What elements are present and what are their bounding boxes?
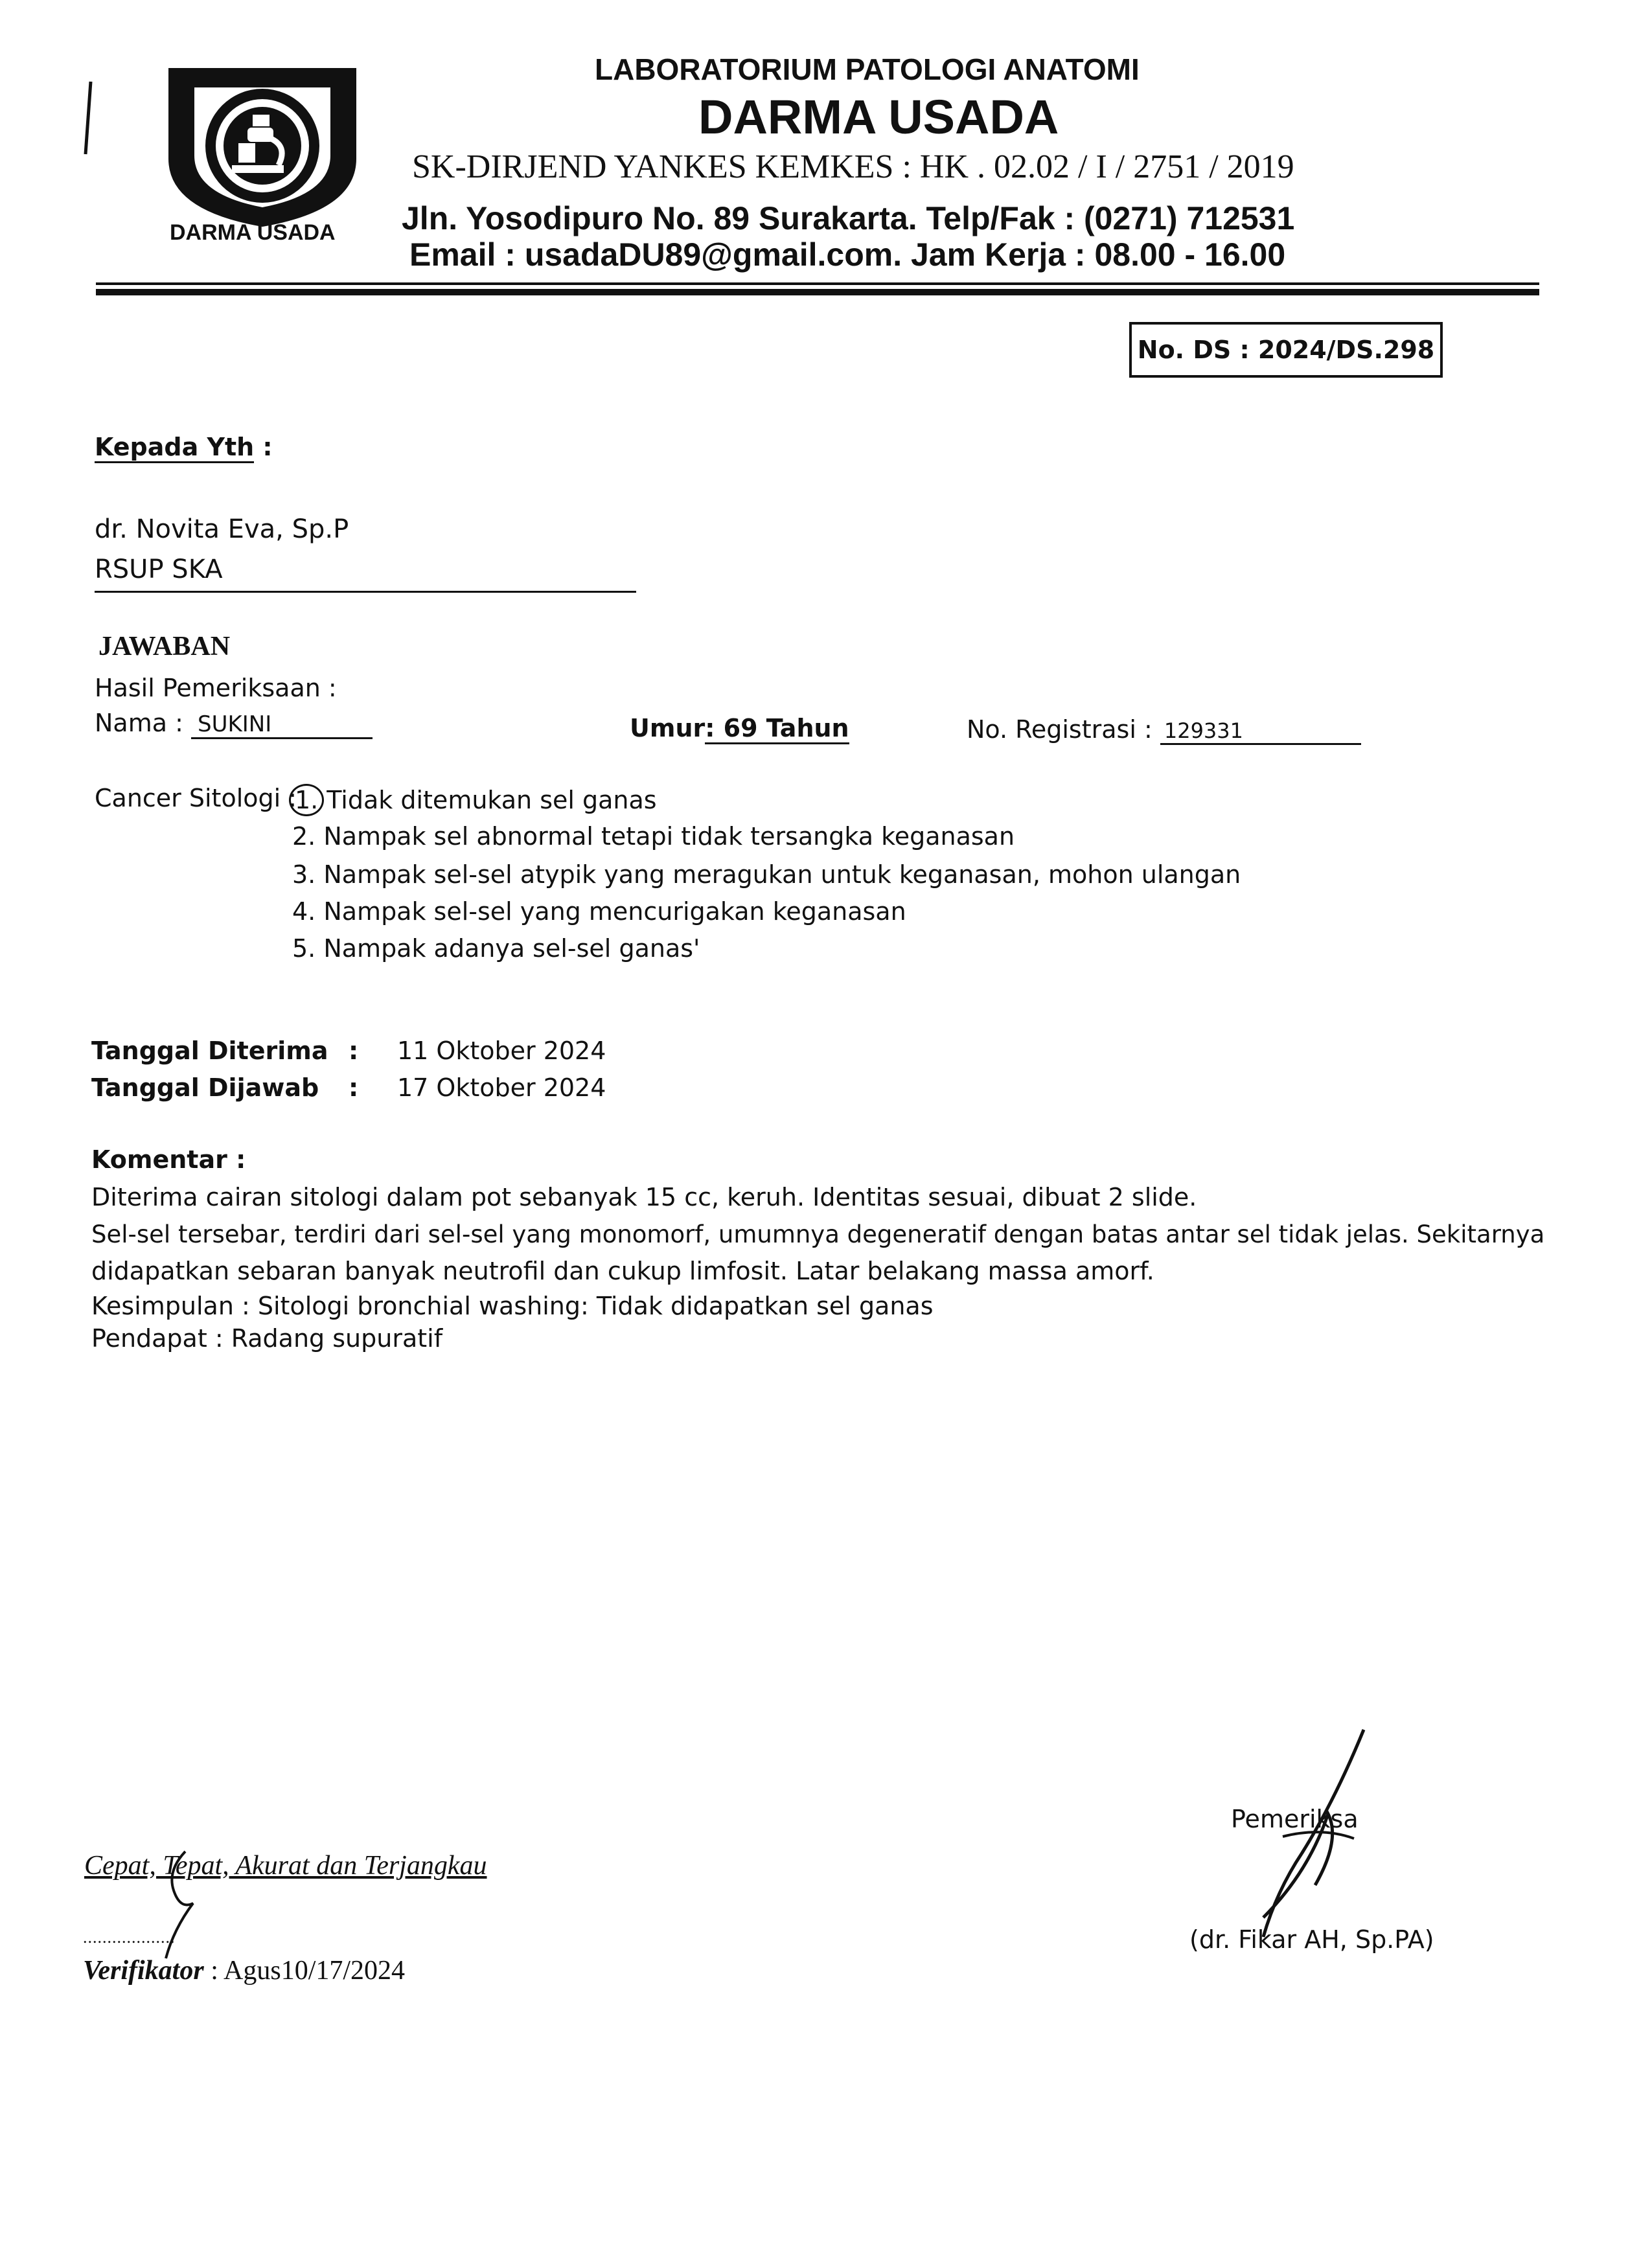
patient-age-label: Umur xyxy=(630,714,706,742)
document-number-box xyxy=(1129,322,1443,378)
comment-line-3: didapatkan sebaran banyak neutrofil dan cukup limfosit. Latar belakang massa amorf. xyxy=(91,1257,1154,1285)
comment-line-5: Pendapat : Radang supuratif xyxy=(91,1324,443,1353)
org-name: DARMA USADA xyxy=(698,90,1059,144)
license-number: SK-DIRJEND YANKES KEMKES : HK . 02.02 / I / 2751 / 2019 xyxy=(412,148,1294,185)
registration-field xyxy=(967,715,1361,745)
cytology-option-3: 3. Nampak sel-sel atypik yang meragukan untuk keganasan, mohon ulangan xyxy=(292,860,1241,889)
patient-name-label: Nama : xyxy=(95,709,191,737)
verifier-date: : Agus10/17/2024 xyxy=(203,1956,406,1986)
comment-line-1: Diterima cairan sitologi dalam pot sebanyak 15 cc, keruh. Identitas sesuai, dibuat 2 slide. xyxy=(91,1183,1197,1211)
cytology-option-1-number-circled: 1. xyxy=(289,784,324,816)
received-date-separator: : xyxy=(349,1037,359,1065)
comment-heading: Komentar : xyxy=(91,1145,246,1174)
comment-line-4: Kesimpulan : Sitologi bronchial washing: Tidak didapatkan sel ganas xyxy=(91,1292,934,1320)
verifier-label: Verifikator xyxy=(83,1956,204,1986)
results-label: Hasil Pemeriksaan : xyxy=(95,674,337,702)
cytology-option-1-text: Tidak ditemukan sel ganas xyxy=(327,786,657,814)
received-date-value: 11 Oktober 2024 xyxy=(397,1037,606,1065)
salutation-colon: : xyxy=(254,433,273,461)
recipient-institution: RSUP SKA xyxy=(95,555,223,584)
patient-age-field xyxy=(630,714,849,742)
examiner-signature xyxy=(1224,1723,1380,1950)
salutation-label: Kepada Yth xyxy=(95,433,254,463)
answered-date-separator: : xyxy=(349,1073,359,1102)
address-line: Jln. Yosodipuro No. 89 Surakarta. Telp/Fak : (0271) 712531 xyxy=(402,200,1295,236)
comment-line-2: Sel-sel tersebar, terdiri dari sel-sel yang monomorf, umumnya degeneratif dengan batas antar sel tidak jelas. Sekitarnya xyxy=(91,1220,1545,1248)
verifier-dots: ................... xyxy=(83,1928,176,1947)
cytology-label: Cancer Sitologi : xyxy=(95,784,297,812)
lab-title: LABORATORIUM PATOLOGI ANATOMI xyxy=(595,52,1140,86)
motto: Cepat, Tepat, Akurat dan Terjangkau xyxy=(84,1851,487,1881)
recipient-name: dr. Novita Eva, Sp.P xyxy=(95,514,349,544)
answer-heading: JAWABAN xyxy=(98,632,231,661)
scan-mark xyxy=(82,79,95,157)
examiner-name: (dr. Fikar AH, Sp.PA) xyxy=(1189,1925,1434,1954)
patient-age-value: : 69 Tahun xyxy=(705,714,849,744)
microscope-shield-icon xyxy=(155,62,369,230)
cytology-option-2: 2. Nampak sel abnormal tetapi tidak tersangka keganasan xyxy=(292,822,1015,851)
header-rule-thick xyxy=(96,289,1539,295)
verifier-signature xyxy=(148,1845,206,1962)
patient-name-field xyxy=(95,709,373,739)
patient-name-value: SUKINI xyxy=(191,711,373,739)
recipient-underline xyxy=(95,591,636,593)
document-number: No. DS : 2024/DS.298 xyxy=(1137,336,1435,364)
examiner-label: Pemeriksa xyxy=(1231,1805,1359,1833)
salutation xyxy=(95,433,273,461)
received-date-label: Tanggal Diterima xyxy=(91,1037,328,1065)
registration-value: 129331 xyxy=(1160,718,1361,745)
answered-date-label: Tanggal Dijawab xyxy=(91,1073,319,1102)
logo-caption: DARMA USADA xyxy=(170,220,336,245)
answered-date-value: 17 Oktober 2024 xyxy=(397,1073,606,1102)
cytology-option-5: 5. Nampak adanya sel-sel ganas' xyxy=(292,934,700,963)
registration-label: No. Registrasi : xyxy=(967,715,1160,744)
verifier-line xyxy=(83,1955,405,1986)
header-rule-thin xyxy=(96,282,1539,285)
cytology-option-1 xyxy=(289,784,657,816)
lab-logo xyxy=(155,62,369,275)
cytology-option-4: 4. Nampak sel-sel yang mencurigakan keganasan xyxy=(292,897,906,926)
contact-line: Email : usadaDU89@gmail.com. Jam Kerja : 08.00 - 16.00 xyxy=(409,236,1286,273)
